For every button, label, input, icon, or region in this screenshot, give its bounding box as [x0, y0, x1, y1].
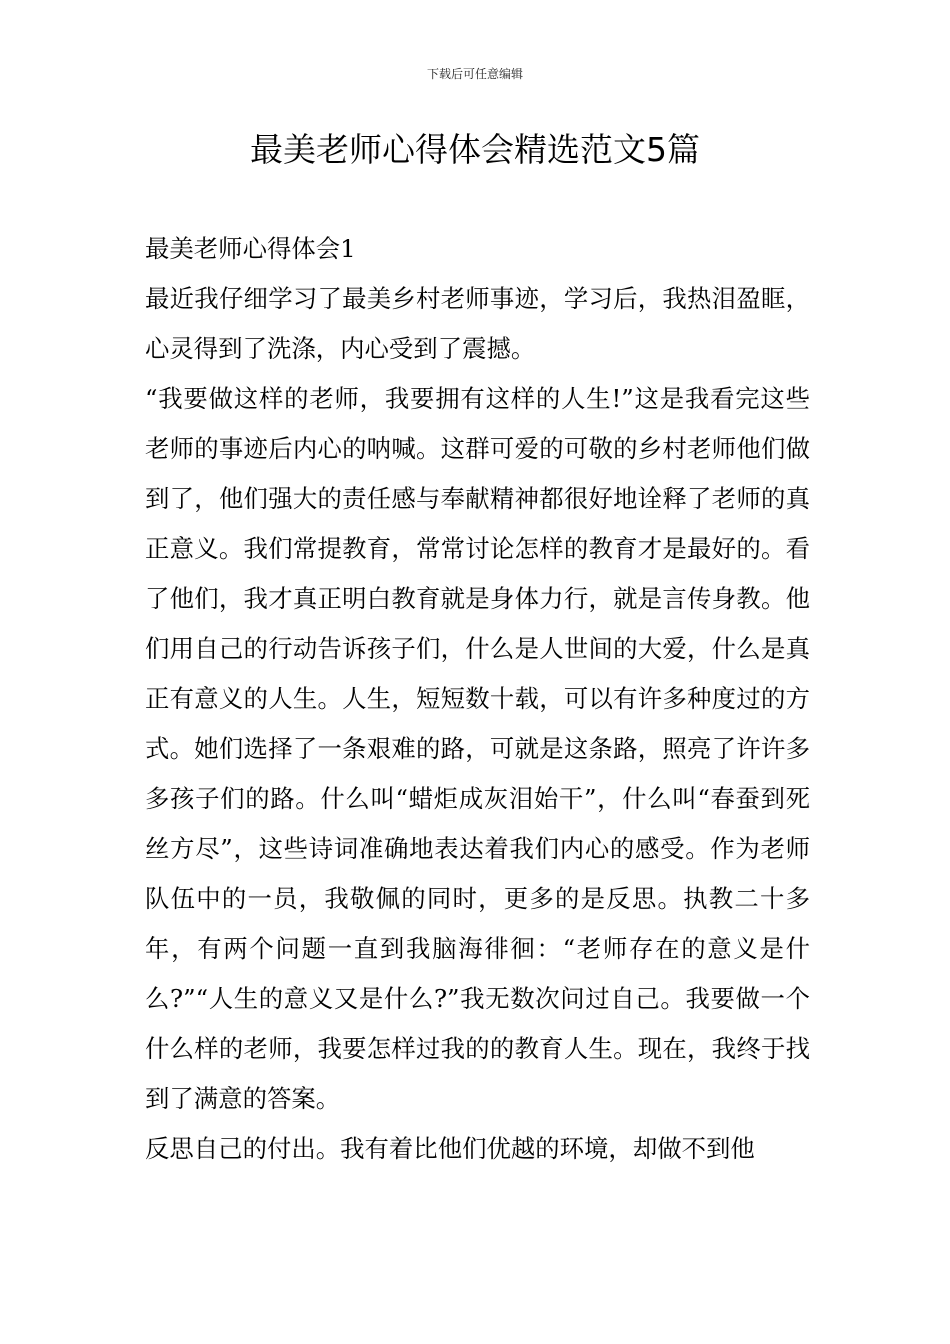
- section-heading: 最美老师心得体会1: [145, 234, 356, 263]
- header-note: 下载后可任意编辑: [426, 67, 523, 81]
- document-body: [145, 224, 810, 1174]
- paragraph-3: 反思自己的付出。我有着比他们优越的环境，却做不到他: [145, 1134, 755, 1163]
- paragraph-1: 最近我仔细学习了最美乡村老师事迹，学习后，我热泪盈眶，心灵得到了洗涤，内心受到了震撼。: [145, 284, 810, 363]
- document-title: 最美老师心得体会精选范文5篇: [250, 130, 700, 169]
- paragraph-2: “我要做这样的老师，我要拥有这样的人生!”这是我看完这些老师的事迹后内心的呐喊。这群可爱的可敬的乡村老师他们做到了，他们强大的责任感与奉献精神都很好地诠释了老师的真正意义。我们常提教育，常常讨论怎样的教育才是最好的。看了他们，我才真正明白教育就是身体力行，就是言传身教。他们用自己的行动告诉孩子们，什么是人世间的大爱，什么是真正有意义的人生。人生，短短数十载，可以有许多种度过的方式。她们选择了一条艰难的路，可就是这条路，照亮了许许多多孩子们的路。什么叫“蜡炬成灰泪始干”，什么叫“春蚕到死丝方尽”，这些诗词准确地表达着我们内心的感受。作为老师队伍中的一员，我敬佩的同时，更多的是反思。执教二十多年，有两个问题一直到我脑海徘徊：“老师存在的意义是什么?”“人生的意义又是什么?”我无数次问过自己。我要做一个什么样的老师，我要怎样过我的的教育人生。现在，我终于找到了满意的答案。: [145, 384, 810, 1113]
